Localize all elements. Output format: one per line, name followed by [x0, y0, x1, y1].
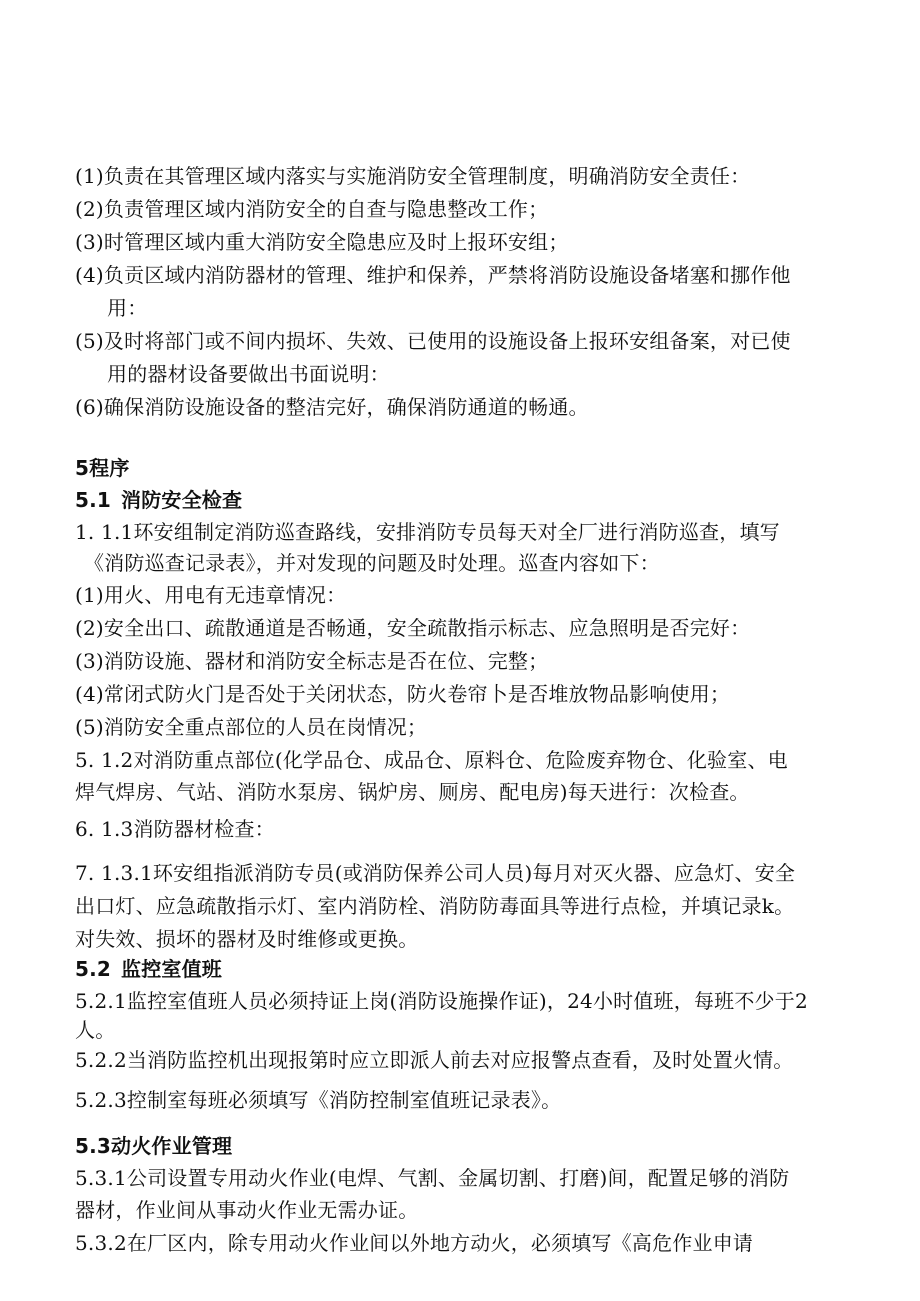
para-5-1-3-1: 7. 1.3.1环安组指派消防专员(或消防保养公司人员)每月对灭火器、应急灯、安全 [75, 861, 796, 885]
resp-item-5: (5)及时将部门或不间内损坏、失效、已使用的设施设备上报环安组备案，对已使 [75, 329, 791, 353]
check-item-2: (2)安全出口、疏散通道是否畅通，安全疏散指示标志、应急照明是否完好： [75, 616, 751, 640]
resp-item-4-cont: 用： [107, 296, 148, 320]
para-5-1-3-1-cont: 出口灯、应急疏散指示灯、室内消防栓、消防防毒面具等进行点检，并填记录k。 [75, 894, 795, 918]
para-5-1-3-1-cont2: 对失效、损坏的器材及时维修或更换。 [75, 927, 419, 951]
para-5-1-1-cont: 《消防巡查记录表》，并对发现的问题及时处理。巡查内容如下： [84, 551, 660, 575]
resp-item-1: (1)负责在其管理区域内落实与实施消防安全管理制度，明确消防安全责任： [75, 164, 751, 188]
subsection-5-1-title: 消防安全检查 [121, 488, 243, 512]
para-5-1-2-cont: 焊气焊房、气站、消防水泵房、锅炉房、厕房、配电房)每天进行：次检查。 [75, 780, 750, 804]
resp-item-3: (3)时管理区域内重大消防安全隐患应及时上报环安组； [75, 230, 569, 254]
subsection-5-3-heading: 5.3动火作业管理 [75, 1134, 233, 1158]
resp-item-2: (2)负责管理区域内消防安全的自查与隐患整改工作； [75, 197, 549, 221]
subsection-5-1-heading [75, 486, 242, 514]
check-item-4: (4)常闭式防火门是否处于关闭状态，防火卷帘卜是否堆放物品影响使用； [75, 682, 731, 706]
para-5-3-1: 5.3.1公司设置专用动火作业(电焊、气割、金属切割、打磨)间，配置足够的消防 [75, 1166, 790, 1190]
para-5-2-1-cont: 人。 [75, 1018, 116, 1042]
para-5-3-2: 5.3.2在厂区内，除专用动火作业间以外地方动火，必须填写《高危作业申请 [75, 1231, 754, 1255]
check-item-3: (3)消防设施、器材和消防安全标志是否在位、完整； [75, 649, 549, 673]
para-5-2-2: 5.2.2当消防监控机出现报第时应立即派人前去对应报警点查看，及时处置火情。 [75, 1048, 794, 1072]
subsection-5-2-number: 5.2 [75, 957, 112, 981]
subsection-5-2-heading [75, 955, 222, 983]
para-5-3-1-cont: 器材，作业间从事动火作业无需办证。 [75, 1198, 419, 1222]
para-5-2-3: 5.2.3控制室每班必须填写《消防控制室值班记录表》。 [75, 1088, 562, 1112]
para-5-1-2: 5. 1.2对消防重点部位(化学品仓、成品仓、原料仓、危险废弃物仓、化验室、电 [75, 748, 788, 772]
para-5-1-3: 6. 1.3消防器材检查： [75, 817, 275, 841]
check-item-1: (1)用火、用电有无违章情况： [75, 583, 347, 607]
check-item-5: (5)消防安全重点部位的人员在岗情况； [75, 715, 428, 739]
resp-item-4: (4)负贡区域内消防器材的管理、维护和保养，严禁将消防设施设备堵塞和挪作他 [75, 263, 791, 287]
resp-item-6: (6)确保消防设施设备的整洁完好，确保消防通道的畅通。 [75, 395, 589, 419]
subsection-5-1-number: 5.1 [75, 488, 112, 512]
section-title: 5程序 [75, 456, 130, 480]
resp-item-5-cont: 用的器材设备要做出书面说明： [107, 362, 390, 386]
para-5-2-1: 5.2.1监控室值班人员必须持证上岗(消防设施操作证)，24小时值班，每班不少于2 [75, 989, 808, 1013]
subsection-5-2-title: 监控室值班 [121, 957, 222, 981]
para-5-1-1: 1. 1.1环安组制定消防巡查路线，安排消防专员每天对全厂进行消防巡查，填写 [75, 520, 780, 544]
